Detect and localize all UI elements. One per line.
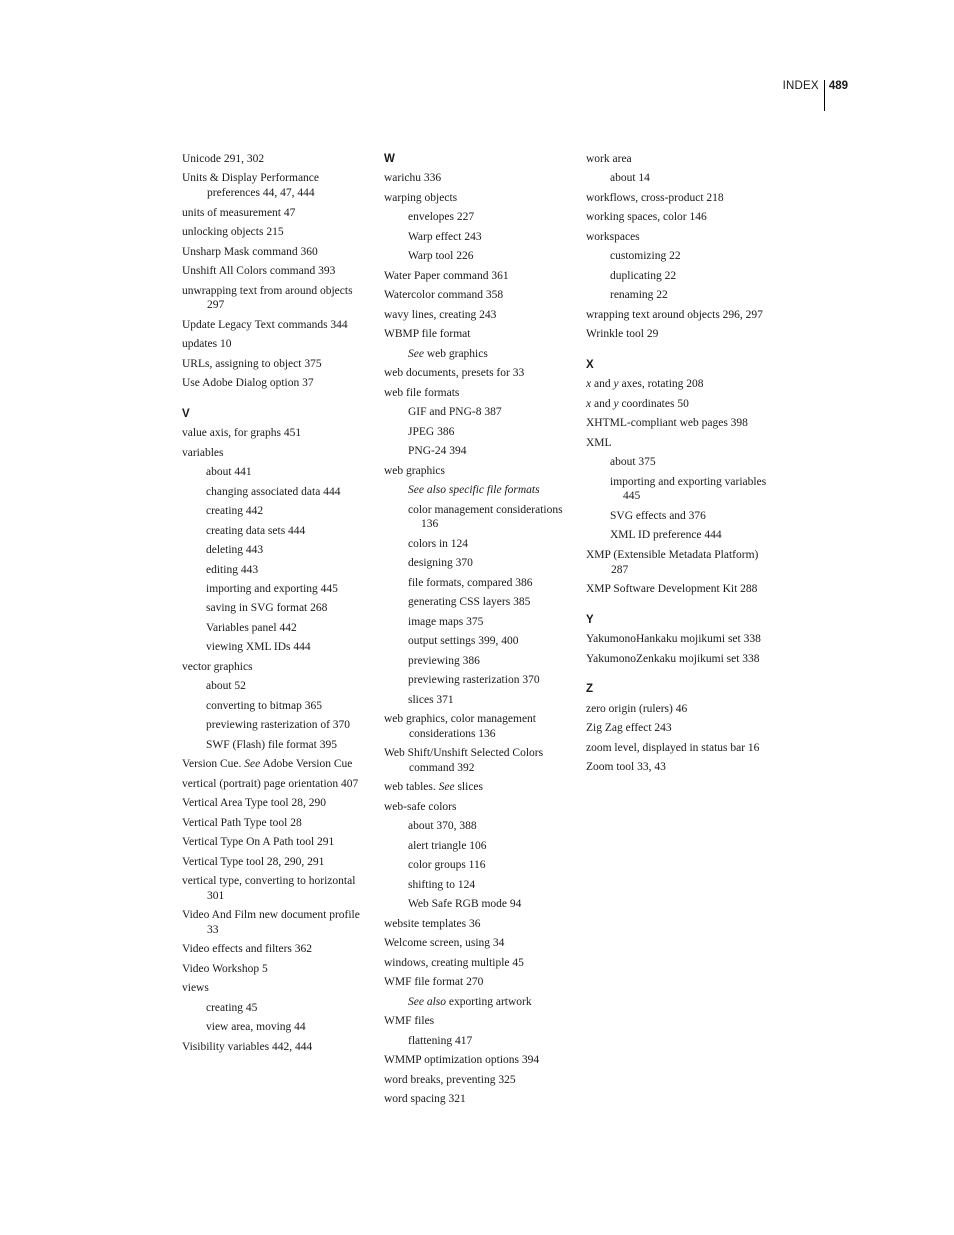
index-subentry: previewing rasterization 370	[408, 674, 540, 687]
index-subentry: GIF and PNG-8 387	[408, 406, 502, 419]
index-subentry: creating 442	[206, 505, 264, 518]
index-subentry: renaming 22	[610, 289, 668, 302]
index-subentry: changing associated data 444	[206, 485, 341, 498]
index-subentry: colors in 124	[408, 537, 469, 550]
index-entry: x and y coordinates 50	[586, 397, 689, 410]
index-entry: views	[182, 982, 209, 995]
index-subentry: shifting to 124	[408, 878, 476, 891]
index-entry: unwrapping text from around objects 297	[182, 284, 353, 312]
index-entry: value axis, for graphs 451	[182, 427, 302, 440]
index-entry: Vertical Area Type tool 28, 290	[182, 797, 326, 810]
index-entry: updates 10	[182, 338, 232, 351]
index-subentry: See also specific file formats	[408, 484, 540, 497]
index-entry: zoom level, displayed in status bar 16	[586, 741, 760, 754]
index-entry: Web Shift/Unshift Selected Colors command 392	[384, 747, 544, 774]
index-entry: Video Workshop 5	[182, 962, 268, 975]
index-subentry: designing 370	[408, 557, 473, 570]
page-number: 489	[828, 80, 848, 92]
index-entry: Version Cue. See Adobe Version Cue	[182, 758, 353, 771]
index-letter-heading: Y	[586, 613, 594, 626]
index-subentry: duplicating 22	[610, 269, 677, 282]
index-entry: word spacing 321	[384, 1093, 466, 1106]
index-subentry: importing and exporting variables 445	[610, 475, 767, 503]
index-entry: YakumonoZenkaku mojikumi set 338	[586, 652, 760, 665]
index-subentry: slices 371	[408, 693, 454, 706]
index-entry: vertical type, converting to horizontal 301	[182, 875, 356, 902]
index-entry: word breaks, preventing 325	[384, 1073, 516, 1086]
section-label: INDEX	[782, 80, 819, 92]
index-entry: variables	[182, 446, 224, 459]
index-subentry: about 370, 388	[408, 820, 477, 833]
index-entry: web graphics, color management considerations 136	[384, 713, 536, 740]
index-column-2	[384, 152, 574, 1112]
index-column-1	[182, 152, 372, 1059]
index-subentry: flattening 417	[408, 1034, 473, 1047]
index-entry: windows, creating multiple 45	[384, 956, 524, 969]
index-subentry: Web Safe RGB mode 94	[408, 898, 522, 911]
index-subentry: See also exporting artwork	[408, 995, 532, 1008]
index-subentry: JPEG 386	[408, 425, 455, 438]
index-subentry: Warp tool 226	[408, 250, 474, 263]
index-subentry: view area, moving 44	[206, 1021, 306, 1034]
index-subentry: color management considerations 136	[408, 503, 563, 531]
index-subentry: generating CSS layers 385	[408, 596, 531, 609]
index-entry: XMP Software Development Kit 288	[586, 582, 758, 595]
index-entry: zero origin (rulers) 46	[586, 702, 688, 715]
index-entry: Video effects and filters 362	[182, 943, 313, 956]
index-letter-heading: W	[384, 153, 395, 165]
index-subentry: See web graphics	[408, 347, 488, 360]
index-entry: x and y axes, rotating 208	[586, 378, 704, 391]
index-entry: website templates 36	[384, 917, 481, 930]
index-entry: workflows, cross-product 218	[586, 191, 724, 204]
index-entry: work area	[586, 153, 632, 165]
index-subentry: SWF (Flash) file format 395	[206, 738, 337, 751]
index-subentry: PNG-24 394	[408, 445, 467, 458]
index-entry: wrapping text around objects 296, 297	[586, 308, 763, 321]
index-entry: WMMP optimization options 394	[384, 1054, 540, 1067]
index-subentry: viewing XML IDs 444	[206, 641, 311, 654]
index-entry: workspaces	[586, 230, 640, 243]
index-subentry: XML ID preference 444	[610, 529, 722, 542]
index-entry: Vertical Type On A Path tool 291	[182, 836, 335, 849]
index-letter-heading: X	[586, 358, 594, 371]
index-letter-heading: V	[182, 407, 190, 420]
index-entry: Video And Film new document profile 33	[182, 909, 360, 936]
index-entry: Wrinkle tool 29	[586, 328, 659, 341]
index-subentry: creating data sets 444	[206, 524, 306, 537]
index-subentry: customizing 22	[610, 250, 681, 263]
index-subentry: image maps 375	[408, 615, 484, 628]
index-entry: vertical (portrait) page orientation 407	[182, 777, 359, 790]
index-subentry: editing 443	[206, 563, 259, 576]
index-subentry: file formats, compared 386	[408, 576, 533, 589]
index-entry: Unicode 291, 302	[182, 153, 265, 165]
index-subentry: previewing rasterization of 370	[206, 719, 351, 732]
index-subentry: color groups 116	[408, 859, 486, 872]
index-subentry: about 441	[206, 466, 252, 479]
index-subentry: about 14	[610, 172, 650, 185]
index-entry: web tables. See slices	[384, 781, 484, 794]
index-entry: units of measurement 47	[182, 206, 296, 219]
index-entry: Vertical Path Type tool 28	[182, 816, 302, 829]
index-entry: Welcome screen, using 34	[384, 937, 505, 950]
index-column-3	[586, 152, 776, 780]
index-entry: Unsharp Mask command 360	[182, 245, 318, 258]
index-entry: YakumonoHankaku mojikumi set 338	[586, 633, 761, 646]
index-entry: warping objects	[384, 191, 458, 204]
index-subentry: previewing 386	[408, 654, 480, 667]
index-entry: vector graphics	[182, 660, 253, 673]
index-subentry: about 52	[206, 680, 246, 693]
index-entry: working spaces, color 146	[586, 211, 707, 224]
index-entry: Vertical Type tool 28, 290, 291	[182, 855, 325, 868]
index-entry: web file formats	[384, 386, 460, 399]
index-entry: Unshift All Colors command 393	[182, 265, 336, 278]
index-entry: web documents, presets for 33	[384, 367, 525, 380]
index-subentry: SVG effects and 376	[610, 509, 706, 522]
index-entry: WMF files	[384, 1015, 435, 1028]
index-entry: WBMP file format	[384, 328, 471, 341]
index-subentry: output settings 399, 400	[408, 635, 519, 648]
index-entry: wavy lines, creating 243	[384, 308, 497, 321]
index-entry: Visibility variables 442, 444	[182, 1040, 313, 1053]
index-subentry: creating 45	[206, 1001, 258, 1014]
index-entry: warichu 336	[384, 172, 442, 185]
index-entry: XML	[586, 436, 612, 449]
index-subentry: saving in SVG format 268	[206, 602, 328, 615]
index-entry: web-safe colors	[384, 800, 457, 813]
index-entry: Watercolor command 358	[384, 289, 504, 302]
index-subentry: deleting 443	[206, 544, 264, 557]
index-subentry: alert triangle 106	[408, 839, 487, 852]
index-subentry: importing and exporting 445	[206, 582, 338, 595]
index-entry: web graphics	[384, 464, 445, 477]
index-letter-heading: Z	[586, 683, 594, 696]
index-subentry: converting to bitmap 365	[206, 699, 322, 712]
index-subentry: Variables panel 442	[206, 621, 297, 634]
index-entry: URLs, assigning to object 375	[182, 357, 322, 370]
index-entry: Water Paper command 361	[384, 269, 509, 282]
index-entry: Units & Display Performance preferences 44, 47, 444	[182, 172, 320, 200]
running-header	[783, 80, 848, 112]
index-entry: Zoom tool 33, 43	[586, 761, 666, 774]
index-entry: XHTML-compliant web pages 398	[586, 417, 748, 430]
index-subentry: about 375	[610, 456, 656, 469]
index-entry: unlocking objects 215	[182, 226, 284, 239]
index-entry: WMF file format 270	[384, 976, 484, 989]
index-entry: Update Legacy Text commands 344	[182, 318, 348, 331]
index-subentry: Warp effect 243	[408, 230, 482, 243]
index-entry: XMP (Extensible Metadata Platform) 287	[586, 548, 759, 576]
index-entry: Use Adobe Dialog option 37	[182, 377, 314, 390]
index-subentry: envelopes 227	[408, 211, 475, 224]
index-entry: Zig Zag effect 243	[586, 722, 672, 735]
